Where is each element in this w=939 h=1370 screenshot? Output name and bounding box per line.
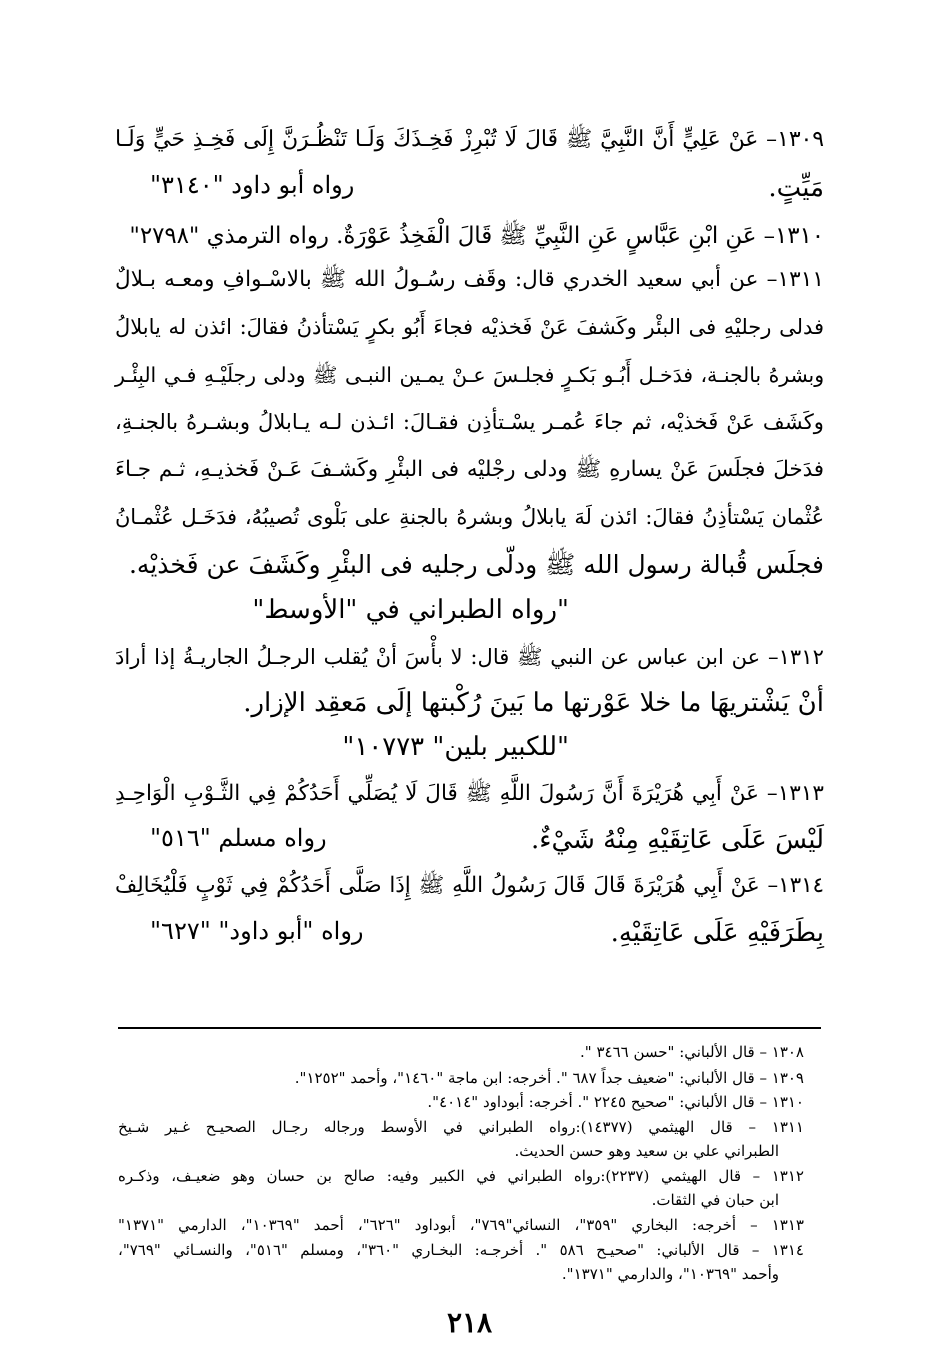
hadith-1311-line-3: وبشرهُ بالجنـة، فدَخـل أَبُـو بَكـرٍ فجلـسَ عـنْ يمـين النبـى ﷺ ودلى رجلَيْـهِ فـي البِئْـر — [115, 363, 824, 387]
hadith-1311-line-6: عُثْمان يَسْتأذِنُ فقالَ: ائذن لَهَ يابلالُ وبشرهُ بالجنةِ على بَلْوى تُصيبُهُ، فدَخَـل عُثْمـانُ — [115, 505, 824, 529]
hadith-1309-line-1: ١٣٠٩– عَنْ عَلِيٍّ أَنَّ النَّبِيَّ ﷺ قَالَ لَا تُبْرِزْ فَخِـذَكَ وَلَـا تَنْظُـرَنَّ إِلَى فَخِـذِ حَيٍّ وَلَـا — [115, 127, 824, 152]
footnote-1310: ١٣١٠ – قال الألباني: "صحيح ٢٢٤٥ ". أخرجه: أبوداود "٤٠١٤". — [427, 1093, 804, 1111]
footnote-1312-line-1: ١٣١٢ – قال الهيثمي (٢٢٣٧):رواه الطبراني في الكبير وفيه: صالح بن حسان وهو ضعيـف، وذكـره — [118, 1167, 804, 1185]
hadith-1309-line-2: مَيِّتٍ. — [768, 173, 824, 203]
hadith-1311-source: "رواه الطبراني في "الأوسط" — [252, 595, 569, 625]
hadith-1313-source: رواه مسلم "٥١٦" — [150, 824, 327, 852]
hadith-1314-line-2: بِطَرَفَيْهِ عَلَى عَاتِقَيْهِ. — [610, 918, 824, 948]
hadith-1312-line-2: أنْ يَشْتريهَا ما خلا عَوْرتها ما بَينَ رُكْبتها إلَى مَعقِد الإزار. — [243, 688, 824, 718]
hadith-1313-line-1: ١٣١٣– عَنْ أَبِي هُرَيْرَةَ أَنَّ رَسُولَ اللَّهِ ﷺ قَالَ لَا يُصَلِّي أَحَدُكُمْ فِي الثَّـوْبِ الْوَاحِـدِ — [115, 781, 824, 806]
footnote-1309: ١٣٠٩ – قال الألباني: "ضعيف جداً ٦٨٧ ". أخرجه: ابن ماجة "١٤٦٠"، وأحمد "١٢٥٢". — [294, 1069, 804, 1087]
footnote-1311-line-1: ١٣١١ – قال الهيثمي (١٤٣٧٧):رواه الطبراني في الأوسط ورجاله رجـال الصحيـح غـير شـيخ — [118, 1118, 804, 1136]
page-number: ٢١٨ — [446, 1306, 493, 1339]
hadith-1311-line-2: فدلى رجليْهِ فى البئْر وكَشفَ عَنْ فَخذيْه فجاءَ أَبُو بكرٍ يَسْتأذنُ فقالَ: ائذن له يابلالُ — [115, 315, 824, 339]
hadith-1314-line-1: ١٣١٤– عَنْ أَبِي هُرَيْرَةَ قَالَ قَالَ رَسُولُ اللَّهِ ﷺ إِذَا صَلَّى أَحَدُكُمْ فِي ثَوْبٍ فَلْيُخَالِفْ — [115, 873, 824, 898]
hadith-1314-source: رواه "أبو داود" "٦٢٧" — [150, 917, 364, 945]
hadith-1313-line-2: لَيْسَ عَلَى عَاتِقَيْهِ مِنْهُ شَيْءٌ. — [530, 825, 824, 855]
hadith-1312-source: "للكبير بلين" ١٠٧٧٣" — [342, 732, 569, 762]
footnote-1312-line-2: ابن حبان في الثقات. — [651, 1191, 779, 1209]
hadith-1311-line-7: فجلَس قُبالة رسول الله ﷺ ودلّى رجليه فى البئْرِ وكَشَفَ عن فَخذيْه. — [128, 550, 824, 579]
footnote-1308: ١٣٠٨ – قال الألباني: "حسن ٣٤٦٦ ". — [580, 1043, 804, 1061]
hadith-1311-line-1: ١٣١١– عن أبي سعيد الخدري قال: وقَف رسُـولُ الله ﷺ بالاسْـوافِ ومعـه بـلالٌ — [115, 267, 824, 292]
hadith-1312-line-1: ١٣١٢– عن ابن عباس عن النبي ﷺ قال: لا بأْسَ أنْ يُقلب الرجـلُ الجاريـةُ إذا أرادَ — [115, 644, 824, 669]
hadith-1311-line-4: وكَشَف عَنْ فَخذيْه، ثم جاءَ عُمـر يسْـتأذِن فقـالَ: ائـذن لـه يـابلالُ وبشـرهُ بالجنـةِ، — [115, 409, 824, 434]
hadith-1311-line-5: فدَخلَ فجلَسَ عَنْ يسارهِ ﷺ ودلى رجْليْه فى البئْرِ وكَشـفَ عَـنْ فَخذيـهِ، ثـم جـاءَ — [115, 457, 824, 482]
footnote-divider — [118, 1027, 821, 1029]
footnote-1313: ١٣١٣ – أخرجه: البخاري "٣٥٩"، النسائي"٧٦٩"، أبوداود "٦٢٦"، أحمد "١٠٣٦٩"، الدارمي "١٣٧١" — [118, 1216, 804, 1234]
footnote-1314-line-1: ١٣١٤ – قال الألباني: "صحيـح ٥٨٦ ". أخرجـه: البخـاري "٣٦٠"، ومسلم "٥١٦"، والنسـائي "٧٦٩"، — [118, 1241, 804, 1259]
footnote-1314-line-2: وأحمد "١٠٣٦٩"، والدارمي "١٣٧١". — [561, 1265, 779, 1283]
footnote-1311-line-2: الطبراني علي بن سعيد وهو حسن الحديث. — [514, 1142, 779, 1160]
hadith-1310-line-1: ١٣١٠– عَنِ ابْنِ عَبَّاسٍ عَنِ النَّبِيِّ ﷺ قَالَ الْفَخِذُ عَوْرَةٌ. رواه الترمذي "٢٧٩٨" — [129, 223, 824, 249]
hadith-1309-source: رواه أبو داود "٣١٤٠" — [150, 171, 355, 199]
